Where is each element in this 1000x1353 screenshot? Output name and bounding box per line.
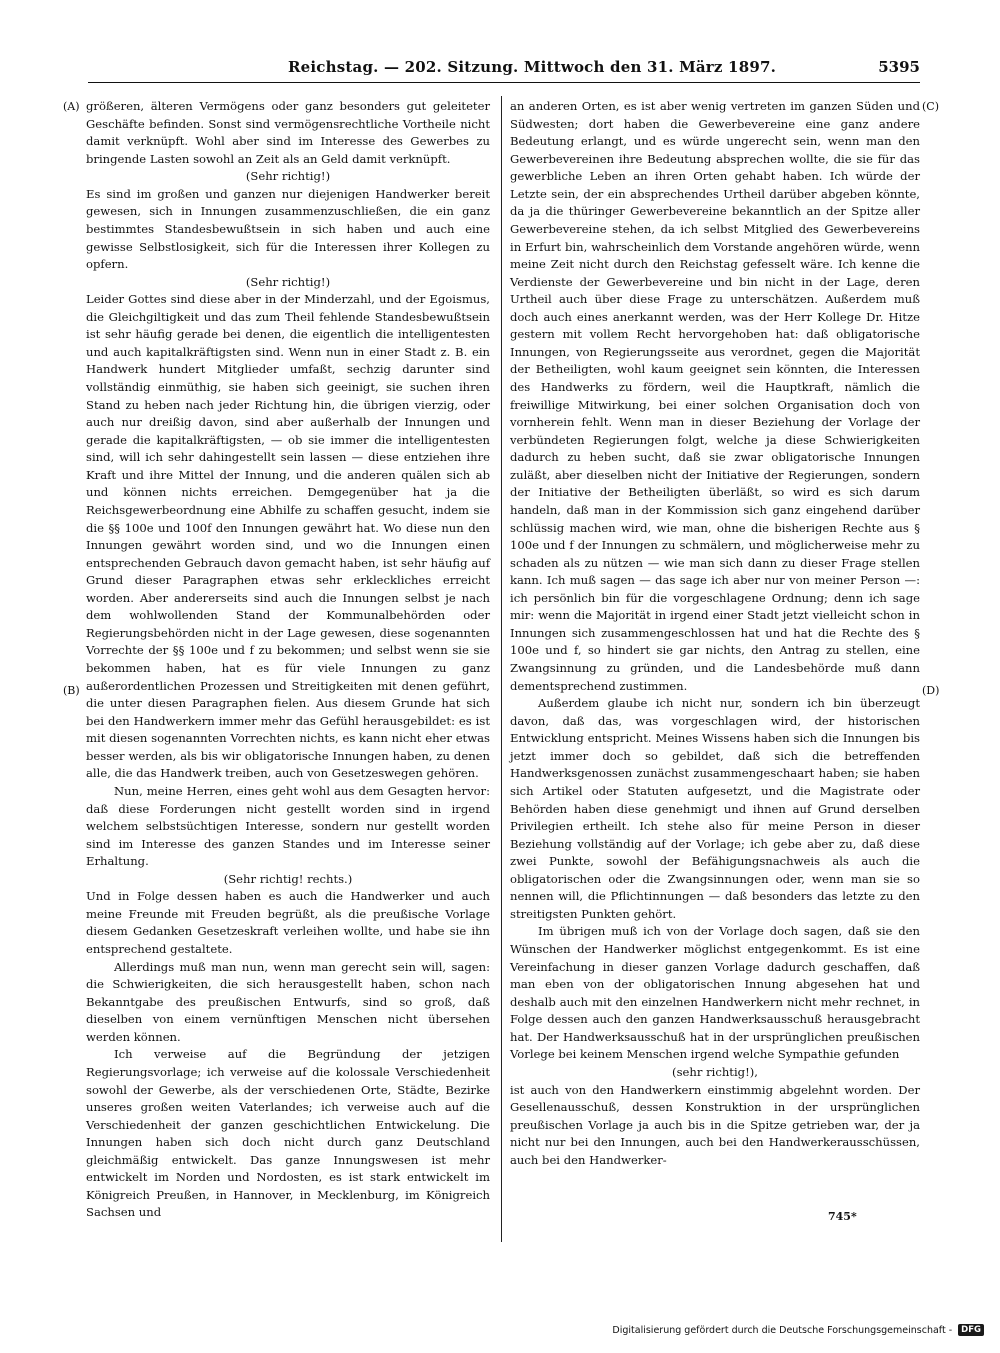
paragraph: Leider Gottes sind diese aber in der Minderzahl, und der Egoismus, die Gleichgiltigkeit und das zum Theil fehlende Standesbewußtsein ist sehr häufig gerade bei denen, die eigentlich die intelligentesten und auch kapitalkräftigsten sind. Wenn nun in einer Stadt z. B. ein Handwerk hundert Mitglieder umfaßt, sechzig darunter sind vollständig einmüthig, sie haben sich geeinigt, sie suchen ihren Stand zu heben nach jeder Richtung hin, die übrigen vierzig, oder auch nur dreißig davon, sind aber außerhalb der Innungen und gerade die kapitalkräftigsten, — ob sie immer die intelligentesten sind, will ich sehr dahingestellt sein lassen — diese entziehen ihre Kraft und ihre Mittel der Innung, und die anderen quälen sich ab und können nichts erreichen. Demgegenüber hat ja die Reichsgewerbeordnung eine Abhilfe zu schaffen gesucht, indem sie die §§ 100e und 100f den Innungen gewährt hat. Wo diese nun den Innungen gewährt worden sind, und wo die Innungen einen entsprechenden Gebrauch davon gemacht haben, ist sehr häufig auf Grund dieser Paragraphen etwas sehr erkleckliches erreicht worden. Aber andererseits sind auch die Innungen selbst je nach dem wohlwollenden Stand der Kommunalbehörden oder Regierungsbehörden nicht in der Lage gewesen, diese sogenannten Vorrechte der §§ 100e und f zu bekommen; und selbst wenn sie sie bekommen haben, hat es für viele Innungen zu ganz außerordentlichen Prozessen und Streitigkeiten mit denen geführt, die unter diesen Paragraphen fielen. Aus diesem Grunde hat sich bei den Handwerkern immer mehr das Gefühl herausgebildet: es ist mit diesen sogenannten Vorrechten nichts, es kann nicht eher etwas besser werden, als bis wir obligatorische Innungen haben, zu denen alle, die das Handwerk treiben, auch von Gesetzeswegen gehören. [86,292,490,781]
paragraph: Nun, meine Herren, eines geht wohl aus dem Gesagten hervor: daß diese Forderungen nicht gestellt worden sind in irgend welchem selbstsüchtigen Interesse, sondern nur gestellt worden sind im Interesse des ganzen Standes und im Interesse seiner Erhaltung. [86,783,490,869]
margin-marker-d: (D) [922,684,940,697]
paragraph: Und in Folge dessen haben es auch die Handwerker und auch meine Freunde mit Freuden begrüßt, als die preußische Vorlage diesem Gedanken Gesetzeskraft verleihen wollte, und habe sie ihn entsprechend gestaltete. [86,889,490,956]
paragraph: Ich verweise auf die Begründung der jetzigen Regierungsvorlage; ich verweise auf die kolossale Verschiedenheit sowohl der Gewerbe, als der verschiedenen Orte, Städte, Bezirke unseres großen weiten Vaterlandes; ich verweise auch auf die Verschiedenheit der ganzen geschichtlichen Entwickelung. Die Innungen haben sich doch nicht durch ganz Deutschland gleichmäßig entwickelt. Das ganze Innungswesen ist mehr entwickelt im Norden und Nordosten, es ist stark entwickelt im Königreich Preußen, in Hannover, in Mecklenburg, im Königreich Sachsen und [86,1047,490,1220]
interjection: (Sehr richtig! rechts.) [223,871,353,886]
header-rule [88,82,920,83]
paragraph: Im übrigen muß ich von der Vorlage doch sagen, daß sie den Wünschen der Handwerker möglichst entgegenkommt. Es ist eine Vereinfachung in dieser ganzen Vorlage dadurch geschaffen, daß man eben von der obligatorischen Innung abgesehen hat und deshalb auch mit den einzelnen Handwerkern nicht mehr rechnet, in Folge dessen auch den ganzen Handwerksausschuß herausgebracht hat. Der Handwerksausschuß hat in der ursprünglichen preußischen Vorlege bei keinem Menschen irgend welche Sympathie gefunden [510,924,920,1062]
page-header-title: Reichstag. — 202. Sitzung. Mittwoch den 31. März 1897. [288,58,777,76]
paragraph: Allerdings muß man nun, wenn man gerecht sein will, sagen: die Schwierigkeiten, die sich herausgestellt haben, schon nach Bekanntgabe des preußischen Entwurfs, sind so groß, daß dieselben von einem vernünftigen Menschen nicht übersehen werden können. [86,959,490,1044]
paragraph: Außerdem glaube ich nicht nur, sondern ich bin überzeugt davon, daß das, was vorgeschlagen wird, der historischen Entwicklung entspricht. Meines Wissens haben sich die Innungen bis jetzt immer doch so gebildet, daß sich die betreffenden Handwerksgenossen zunächst zusammengeschaart haben; sie haben sich Artikel oder Statuten aufgesetzt, und die Magistrate oder Behörden haben diese genehmigt und ihnen auf Grund derselben Privilegien ertheilt. Ich stehe also für meine Person in dieser Beziehung vollständig auf der Vorlage; ich gebe aber zu, daß diese zwei Punkte, sowohl der Befähigungsnachweis als auch die obligatorischen oder die Zwangsinnungen oder, wenn man sie so nennen will, die Pflichtinnungen — daß besonders das letzte zu den streitigsten Punkten gehört. [510,696,920,921]
page-header [40,58,920,82]
left-text-column [86,98,490,1222]
right-text-column [510,98,920,1169]
paragraph: größeren, älteren Vermögens oder ganz besonders gut geleiteter Geschäfte befinden. Sonst sind vermögensrechtliche Vortheile nicht damit verknüpft. Wohl aber sind im Interesse des Gewerbes zu bringende Lasten sowohl an Zeit als an Geld damit verknüpft. [86,99,490,166]
interjection: (sehr richtig!), [672,1064,758,1079]
paragraph: an anderen Orten, es ist aber wenig vertreten im ganzen Süden und Südwesten; dort haben die Gewerbevereine eine ganz andere Bedeutung erlangt, und es würde ungerecht sein, wenn man den Gewerbevereinen ihre Bedeutung absprechen wollte, die sie für das gewerbliche Leben an ihren Orten gehabt haben. Ich würde der Letzte sein, der ein absprechendes Urtheil darüber abgeben könnte, da ja die thüringer Gewerbevereine bekanntlich an der Spitze aller Gewerbevereine stehen, da ich selbst Mitglied des Gewerbevereins in Erfurt bin, wahrscheinlich dem Vorstande angehören würde, wenn meine Zeit nicht durch den Reichstag gefesselt wäre. Ich kenne die Verdienste der Gewerbevereine und bin nicht in der Lage, deren Urtheil auch über diese Frage zu unterschätzen. Außerdem muß doch auch eines anerkannt werden, was der Herr Kollege Dr. Hitze gestern mit vollem Recht hervorgehoben hat: daß obligatorische Innungen, von Regierungsseite aus verordnet, gegen die Majorität der Betheiligten, wohl kaum geeignet sein könnten, die Interessen des Handwerks zu fördern, weil die Hauptkraft, nämlich die freiwillige Mitwirkung, bei einer solchen Organisation doch von vornherein fehlt. Wenn man in dieser Beziehung der Vorlage der verbündeten Regierungen folgt, welche ja diese Schwierigkeiten dadurch zu heben sucht, daß sie zwar obligatorische Innungen zuläßt, aber dieselben nicht der Initiative der Regierungen, sondern der Initiative der Betheiligten überläßt, so wird es sich darum handeln, daß man in der Kommission sich ganz eingehend darüber schlüssig machen wird, wie man, ohne die bisherigen Rechte aus § 100e und f der Innungen zu schmälern, und möglicherweise mehr zu schaden als zu nützen — wie man sich dann zu dieser Frage stellen kann. Ich muß sagen — das sage ich aber nur von meiner Person —: ich persönlich bin für die vorgeschlagene Ordnung; denn ich sage mir: wenn die Majorität in irgend einer Stadt jetzt vielleicht schon in Innungen sich zusammengeschlossen hat und hat die Rechte des § 100e und f, so hindert sie gar nichts, den Antrag zu stellen, eine Zwangsinnung zu gründen, und die Landesbehörde muß dann dementsprechend zustimmen. [510,99,920,693]
interjection: (Sehr richtig!) [245,169,331,184]
footer-credit: Digitalisierung gefördert durch die Deutsche Forschungsgemeinschaft - [612,1324,953,1336]
margin-marker-b: (B) [63,684,80,697]
page-number: 5395 [878,58,920,76]
column-divider [501,96,502,1242]
footer [612,1324,984,1336]
paragraph: Es sind im großen und ganzen nur diejenigen Handwerker bereit gewesen, sich in Innungen zusammenzuschließen, die ein ganz bestimmtes Standesbewußtsein in sich haben und auch eine gewisse Selbstlosigkeit, sich für die Interessen ihrer Kollegen zu opfern. [86,186,490,272]
interjection: (Sehr richtig!) [245,274,331,289]
margin-marker-c: (C) [922,100,939,113]
signature-mark: 745* [828,1210,857,1223]
paragraph: ist auch von den Handwerkern einstimmig abgelehnt worden. Der Gesellenausschuß, dessen Konstruktion in der ursprünglichen preußischen Vorlage ja auch bis in die Spitze getrieben war, der ja nicht nur bei den Innungen, auch bei den Handwerkerausschüssen, auch bei den Handwerker- [510,1082,920,1167]
dfg-logo: DFG [958,1324,984,1336]
margin-marker-a: (A) [63,100,80,113]
